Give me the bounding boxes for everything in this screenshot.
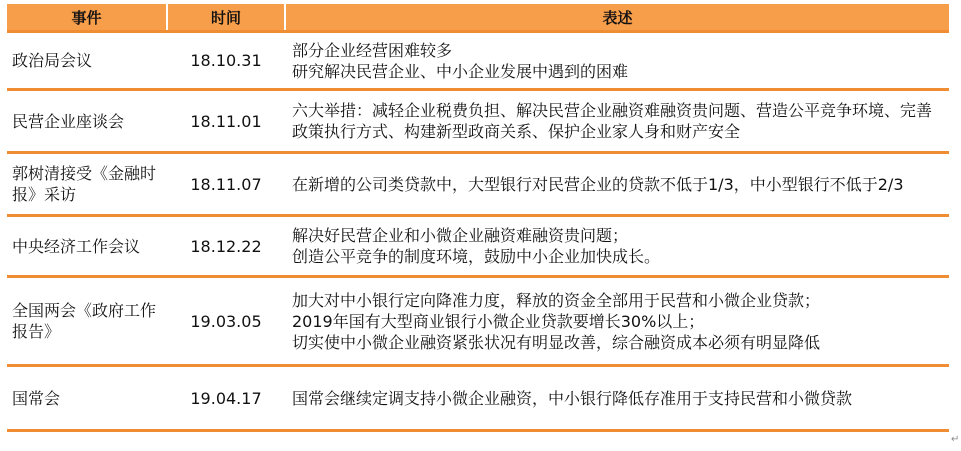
- table-row: [7, 216, 949, 277]
- event-cell: [7, 366, 167, 431]
- description-line: 创造公平竞争的制度环境，鼓励中小企业加快成长。: [292, 247, 661, 266]
- date-cell: 18.12.22: [167, 216, 285, 277]
- event-name: 郭树清接受《金融时报》采访: [12, 164, 157, 204]
- date-cell: 18.11.07: [167, 153, 285, 216]
- date-cell: 19.03.05: [167, 277, 285, 366]
- event-name: 全国两会《政府工作报告》: [12, 301, 157, 341]
- description-cell: [285, 32, 949, 90]
- description-line: 部分企业经营困难较多: [292, 40, 453, 60]
- header-date: 时间: [167, 4, 285, 32]
- event-cell: [7, 277, 167, 366]
- description-line: 2019年国有大型商业银行小微企业贷款要增长30%以上；: [292, 311, 705, 331]
- description-line: 解决好民营企业和小微企业融资难融资贵问题；: [292, 226, 629, 245]
- description-cell: [285, 366, 949, 431]
- event-name: 民营企业座谈会: [12, 111, 125, 131]
- event-name: 政治局会议: [12, 51, 93, 70]
- event-cell: [7, 32, 167, 90]
- date-cell: 18.11.01: [167, 90, 285, 153]
- policy-events-table: [7, 4, 949, 432]
- description-cell: [285, 277, 949, 366]
- header-description: 表述: [285, 4, 949, 32]
- date-cell: 19.04.17: [167, 366, 285, 431]
- description-cell: [285, 216, 949, 277]
- event-cell: [7, 216, 167, 277]
- date-cell: 18.10.31: [167, 32, 285, 90]
- table-row: [7, 277, 949, 366]
- description-cell: [285, 153, 949, 216]
- table-row: [7, 153, 949, 216]
- event-name: 国常会: [12, 388, 61, 408]
- description-line: 研究解决民营企业、中小企业发展中遇到的困难: [292, 61, 629, 81]
- table-row: [7, 90, 949, 153]
- event-cell: [7, 90, 167, 153]
- description-line: 六大举措：减轻企业税费负担、解决民营企业融资难融资贵问题、营造公平竞争环境、完善政策执行方式、构建新型政商关系、保护企业家人身和财产安全: [292, 101, 933, 141]
- event-cell: [7, 153, 167, 216]
- table-row: [7, 366, 949, 431]
- table-row: [7, 32, 949, 90]
- description-line: 在新增的公司类贷款中，大型银行对民营企业的贷款不低于1/3，中小型银行不低于2/3: [292, 174, 904, 194]
- header-row: [7, 4, 949, 32]
- event-name: 中央经济工作会议: [12, 236, 141, 256]
- table-header: [7, 4, 949, 32]
- paragraph-return-mark: ↵: [951, 434, 960, 445]
- description-line: 国常会继续定调支持小微企业融资，中小银行降低存准用于支持民营和小微贷款: [292, 388, 853, 408]
- description-line: 加大对中小银行定向降准力度，释放的资金全部用于民营和小微企业贷款；: [292, 290, 821, 310]
- description-cell: [285, 90, 949, 153]
- table-body: [7, 32, 949, 431]
- header-event: 事件: [7, 4, 167, 32]
- description-line: 切实使中小微企业融资紧张状况有明显改善，综合融资成本必须有明显降低: [292, 332, 821, 352]
